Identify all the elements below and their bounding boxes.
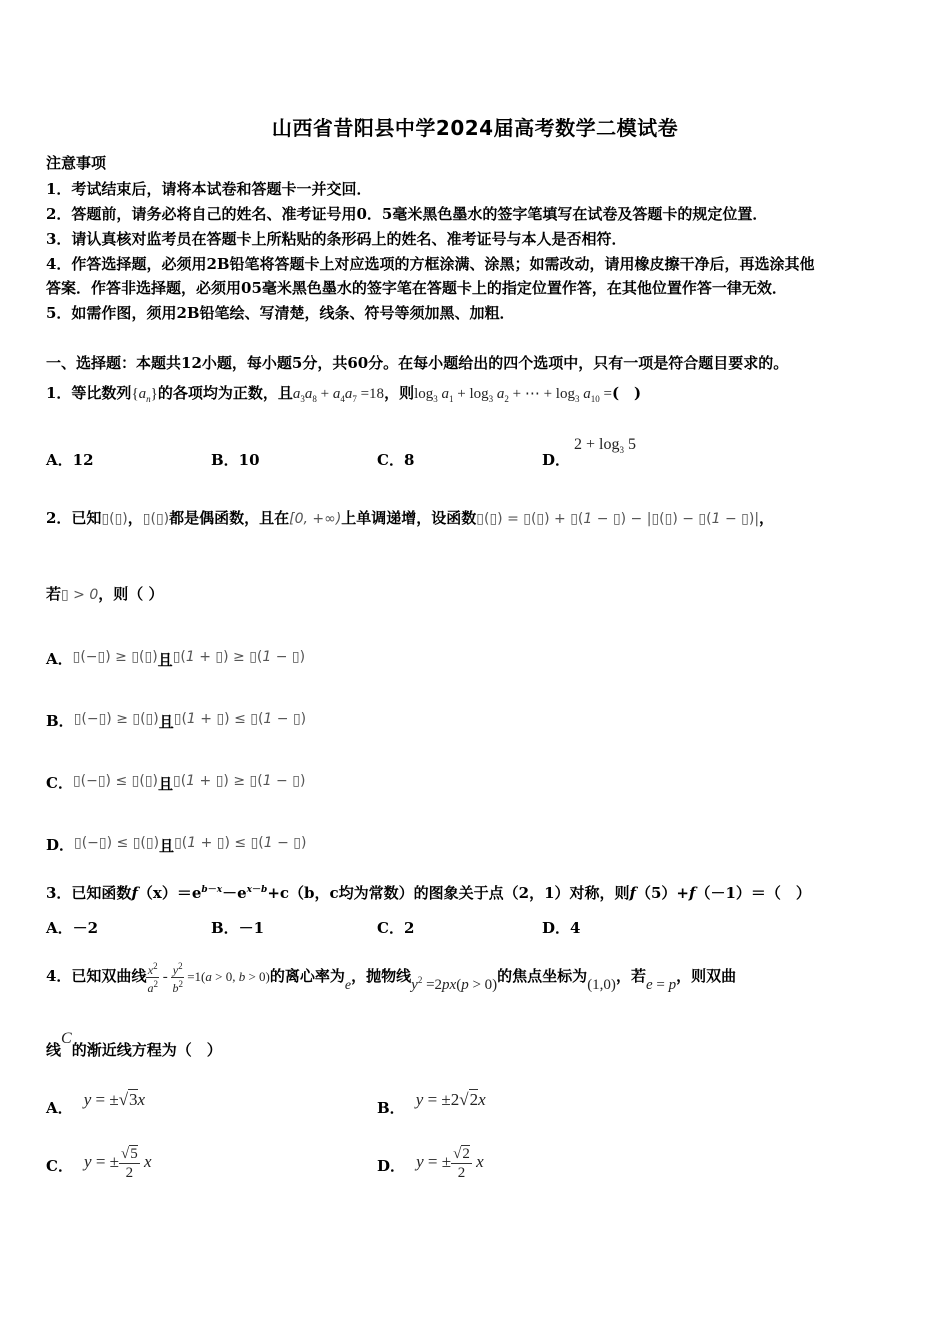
q3-text: +c（b，c均为常数）的图象关于点（2，1）对称，则	[267, 884, 630, 902]
q4-option-label: D．	[377, 1157, 406, 1176]
notice-item: 1．考试结束后，请将本试卷和答题卡一并交回．	[46, 180, 372, 198]
q1-tail: ( )	[611, 384, 642, 402]
q4-text: 的渐近线方程为（ ）	[71, 1041, 222, 1059]
notice-item: 3．请认真核对监考员在答题卡上所粘贴的条形码上的姓名、准考证号与本人是否相符．	[46, 230, 627, 248]
q4-hyperbola-formula: $\frac{x^2}{a^2}$ - $\frac{y^2}{b^2}$ =1(a > 0, b > 0)	[147, 961, 270, 996]
q1-mid2: ，则	[384, 384, 415, 402]
q2-function-formula: ▯(▯) = ▯(▯) + ▯(1 − ▯) − |▯(▯) − ▯(1 − ▯)|	[476, 511, 760, 527]
q2-option-b	[46, 707, 307, 731]
q2-option-d	[46, 831, 307, 855]
q2-option-label: D．	[46, 836, 75, 854]
question-3: 3．已知函数$f(x)=e^{b-x}-e^{x-b}+c(b$，c均为常数）的图象关于点（2，1）对称，则f（5）+f（－1）＝（ ）	[46, 884, 811, 902]
and-word: 且	[159, 837, 175, 855]
q3-text: 3．已知函数	[46, 884, 132, 902]
q2-interval-formula: [0, +∞)	[289, 511, 342, 527]
q2-option-label: B．	[46, 712, 74, 730]
q3-text: （5）+	[635, 884, 689, 902]
q4-option-label: C．	[46, 1157, 73, 1176]
q2-gx-formula: ▯(▯)	[142, 511, 170, 527]
q4-focus-formula: (1,0)	[587, 977, 616, 993]
q2-condition-line	[46, 583, 164, 604]
q2-option-a	[46, 645, 306, 669]
q2-option-c-formula-2: ▯(1 + ▯) ≥ ▯(1 − ▯)	[173, 773, 306, 789]
q3-text: （x）＝e	[137, 884, 202, 902]
q2-option-d-formula-2: ▯(1 + ▯) ≤ ▯(1 − ▯)	[174, 835, 307, 851]
q4-option-a	[46, 1089, 146, 1117]
q3-text: －e	[222, 884, 247, 902]
q4-parabola-formula: $y^2 =2px(p > 0)$	[411, 975, 498, 993]
q2-line2-tail: ，则（ ）	[98, 585, 164, 603]
q1-log-sum-formula: $\log_3 a_1 + \log_3 a_2$ + ⋯ + $\log_3 a_{10}$ =	[414, 386, 612, 404]
q2-option-c	[46, 769, 306, 793]
q4-c-symbol: C	[61, 1030, 72, 1047]
q4-e-equals-p-formula: e = p	[645, 977, 677, 993]
q3-option-b: B．－1	[211, 919, 265, 937]
q2-line2-prefix: 若	[46, 585, 62, 603]
and-word: 且	[158, 713, 174, 731]
q4-option-label: B．	[377, 1099, 405, 1117]
q3-option-d: D．4	[542, 919, 581, 937]
q2-prefix: 2．已知	[46, 509, 102, 527]
q2-option-label: A．	[46, 650, 73, 668]
q4-option-label: A．	[46, 1099, 73, 1117]
q4-option-d	[377, 1145, 484, 1182]
question-1	[46, 382, 641, 404]
q4-text: ，则双曲	[676, 967, 737, 985]
q1-mid1: 的各项均为正数，且	[157, 384, 293, 402]
q4-option-b-formula: y = ±2√2x	[415, 1090, 486, 1109]
notice-item: 答案．作答非选择题，必须用05毫米黑色墨水的签字笔在答题卡上的指定位置作答，在其他位置作答一律无效．	[46, 279, 787, 297]
q2-fx-formula: ▯(▯)	[101, 511, 128, 527]
q2-mid2: 上单调递增，设函数	[341, 509, 477, 527]
q4-text: 的离心率为	[269, 967, 345, 985]
q3-option-a: A．－2	[46, 919, 99, 937]
and-word: 且	[157, 651, 173, 669]
q2-mid1: 都是偶函数，且在	[169, 509, 290, 527]
q4-text: ，抛物线	[351, 967, 412, 985]
and-word: 且	[157, 775, 173, 793]
q1-seq-formula: $\{a_n\}$	[131, 386, 158, 404]
q4-e-symbol: e	[344, 978, 352, 993]
notice-item: 4．作答选择题，必须用2B铅笔将答题卡上对应选项的方框涂满、涂黑；如需改动，请用橡皮擦干净后，再选涂其他	[46, 255, 815, 273]
q4-option-c	[46, 1145, 152, 1182]
section-heading: 一、选择题：本题共12小题，每小题5分，共60分。在每小题给出的四个选项中，只有一项是符合题目要求的。	[46, 354, 789, 372]
q4-option-d-formula: y = ± $\frac{√2}{2}$ x	[416, 1146, 484, 1181]
q1-option-d: D．	[542, 451, 571, 469]
q3-option-c: C．2	[377, 919, 415, 937]
q4-text: ，若	[615, 967, 646, 985]
q2-option-b-formula-2: ▯(1 + ▯) ≤ ▯(1 − ▯)	[173, 711, 307, 727]
q4-line-2	[46, 1030, 222, 1060]
question-2: 2．已知▯(▯)，▯(▯)都是偶函数，且在[0, +∞)上单调递增，设函数▯(▯) = ▯(▯) + ▯(1 − ▯) − |▯(▯) − ▯(1 − ▯)|，	[46, 509, 775, 527]
q1-option-c: C．8	[377, 451, 415, 469]
q4-text: 4．已知双曲线	[46, 967, 147, 985]
q1-option-a: A．12	[46, 451, 94, 469]
q2-condition-formula: ▯ > 0	[61, 587, 99, 603]
page-title: 山西省昔阳县中学2024届高考数学二模试卷	[271, 116, 679, 140]
q2-option-b-formula: ▯(−▯) ≥ ▯(▯)	[73, 711, 159, 727]
notice-item: 2．答题前，请务必将自己的姓名、准考证号用0．5毫米黑色墨水的签字笔填写在试卷及答题卡的规定位置．	[46, 205, 768, 223]
q2-comma: ，	[127, 509, 143, 527]
q1-option-b: B．10	[211, 451, 260, 469]
notice-heading: 注意事项	[46, 154, 107, 172]
q4-text: 的焦点坐标为	[497, 967, 588, 985]
q2-option-a-formula: ▯(−▯) ≥ ▯(▯)	[72, 649, 158, 665]
q1-prefix: 1．等比数列	[46, 384, 132, 402]
q2-option-a-formula-2: ▯(1 + ▯) ≥ ▯(1 − ▯)	[172, 649, 306, 665]
q2-option-c-formula: ▯(−▯) ≤ ▯(▯)	[72, 773, 158, 789]
q1-option-d-formula: $2 + \log_3 5$	[574, 436, 636, 456]
q4-text: 线	[46, 1041, 62, 1059]
q3-text: （－1）＝（ ）	[695, 884, 811, 902]
q1-condition-formula: $a_3a_8 + a_4a_7 =18$	[292, 386, 385, 404]
q4-option-c-formula: y = ± $\frac{√5}{2}$ x	[84, 1146, 152, 1181]
q2-option-d-formula: ▯(−▯) ≤ ▯(▯)	[74, 835, 160, 851]
notice-item: 5．如需作图，须用2B铅笔绘、写清楚，线条、符号等须加黑、加粗．	[46, 304, 515, 322]
q4-option-a-formula: y = ±√3x	[83, 1090, 146, 1109]
question-4	[46, 952, 736, 998]
q2-option-label: C．	[46, 774, 73, 792]
q4-option-b	[377, 1089, 486, 1117]
